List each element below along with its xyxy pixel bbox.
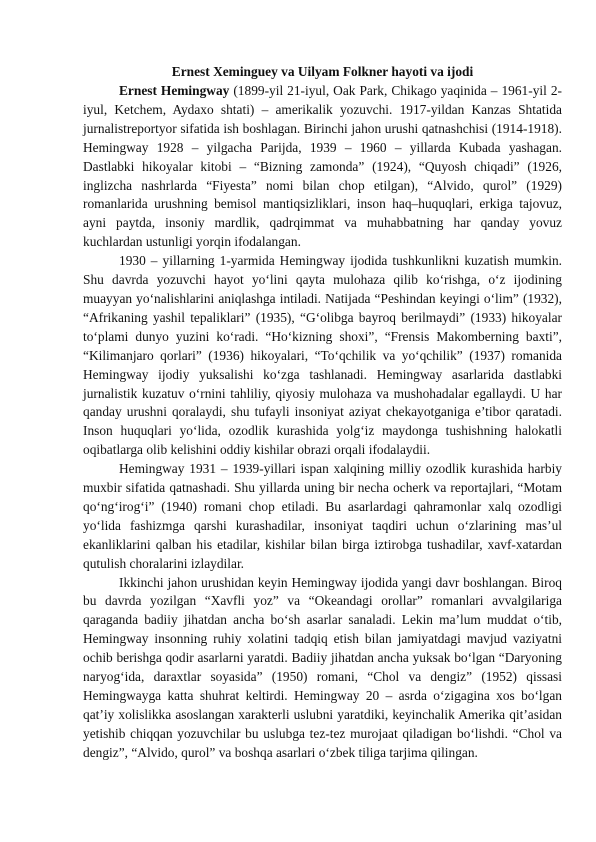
paragraph-2-text: 1930 – yillarning 1-yarmida Hemingway ijodida tushkunlikni kuzatish mumkin. Shu davrda yozuvchi hayot yo‘lini qayta mulohaza qilib ko‘rishga, o‘z ijodining muayyan yo‘nalishlarini aniqlashga intiladi. Natijada “Peshindan keyingi o‘lim” (1932), “Afrikaning yashil tepaliklari” (1935), “G‘olibga bayroq berilmaydi” (1933) hikoyalar to‘plami dunyo yuzini ko‘radi. “Ho‘kizning shoxi”, “Frensis Makomberning baxti”, “Kilimanjaro qorlari” (1936) hikoyalari, “To‘qchilik va yo‘qchilik” (1937) romanida Hemingway ijodiy yuksalishi ko‘zga tashlanadi. Hemingway asarlarida dastlabki jurnalistik kuzatuv o‘rnini tahliliy, qiyosiy mulohaza va mushohadalar egallaydi. U har qanday urushni qoralaydi, shu tufayli insoniyat aziyat chekayotganiga e’tibor qaratadi. Inson huquqlari yo‘lida, ozodlik kurashida yolg‘iz maydonga tushishning halokatli oqibatlarga olib kelishini oddiy kishilar obrazi orqali ifodalaydii.: [83, 253, 562, 458]
paragraph-4: [83, 574, 562, 763]
paragraph-3-text: Hemingway 1931 – 1939-yillari ispan xalqining milliy ozodlik kurashida harbiy muxbir sifatida qatnashadi. Shu yillarda uning bir necha ocherk va reportajlari, “Motam qo‘ng‘irog‘i” (1940) romani chop etiladi. Bu asarlardagi qahramonlar xalq ozodligi yo‘lida fashizmga qarshi kurashadilar, insoniyat taqdiri uchun o‘zlarining mas’ul ekanliklarini qalban his etadilar, kishilar bilan birga iztirobga tushadilar, xavf-xatardan qutulish choralarini izlaydilar.: [83, 461, 562, 571]
paragraph-4-text: Ikkinchi jahon urushidan keyin Hemingway ijodida yangi davr boshlangan. Biroq bu davrda yozilgan “Xavfli yoz” va “Okeandagi orollar” romanlari avvalgilariga qaraganda badiiy jihatdan ancha bo‘sh asarlar sanaladi. Lekin ma’lum muddat o‘tib, Hemingway insonning ruhiy xolatini tadqiq etish bilan jamiyatdagi mavjud vaziyatni ochib berishga qodir asarlarni yaratdi. Badiiy jihatdan ancha yuksak bo‘lgan “Daryoning naryog‘ida, daraxtlar soyasida” (1950) romani, “Chol va dengiz” (1952) qissasi Hemingwayga katta shuhrat keltirdi. Hemingway 20 – asrda o‘zigagina xos bo‘lgan qat’iy xolislikka asoslangan xarakterli uslubni yaratdiki, keyinchalik Amerika qit’asidan yetishib chiqqan yozuvchilar bu uslubga tez-tez murojaat qiladigan bo‘lishdi. “Chol va dengiz”, “Alvido, qurol” va boshqa asarlari o‘zbek tiliga tarjima qilingan.: [83, 574, 562, 760]
document-page: [83, 63, 562, 763]
paragraph-1: [83, 82, 562, 252]
author-name-bold: Ernest Hemingway: [119, 83, 230, 98]
paragraph-2: [83, 252, 562, 460]
paragraph-3: [83, 460, 562, 573]
document-title: Ernest Xeminguey va Uilyam Folkner hayoti va ijodi: [171, 64, 474, 79]
paragraph-1-text: (1899-yil 21-iyul, Oak Park, Chikago yaqinida – 1961-yil 2-iyul, Ketchem, Aydaxo shtati) – amerikalik yozuvchi. 1917-yildan Kanzas Shtatida jurnalistreportyor sifatida ish boshlagan. Birinchi jahon urushi qatnashchisi (1914-1918). Hemingway 1928 – yilgacha Parijda, 1939 – 1960 – yillarda Kubada yashagan. Dastlabki hikoyalar kitobi – “Bizning zamonda” (1924), “Quyosh chiqadi” (1926, inglizcha nashrlarda “Fiyesta” nomi bilan chop etilgan), “Alvido, qurol” (1929) romanlarida urushning bemisol mantiqsizliklari, inson haq–huquqlari, erkiga tajovuz, ayni paytda, insoniy mardlik, qadrqimmat va muhabbatning har qanday yovuz kuchlardan ustunligi yorqin ifodalangan.: [83, 83, 562, 250]
